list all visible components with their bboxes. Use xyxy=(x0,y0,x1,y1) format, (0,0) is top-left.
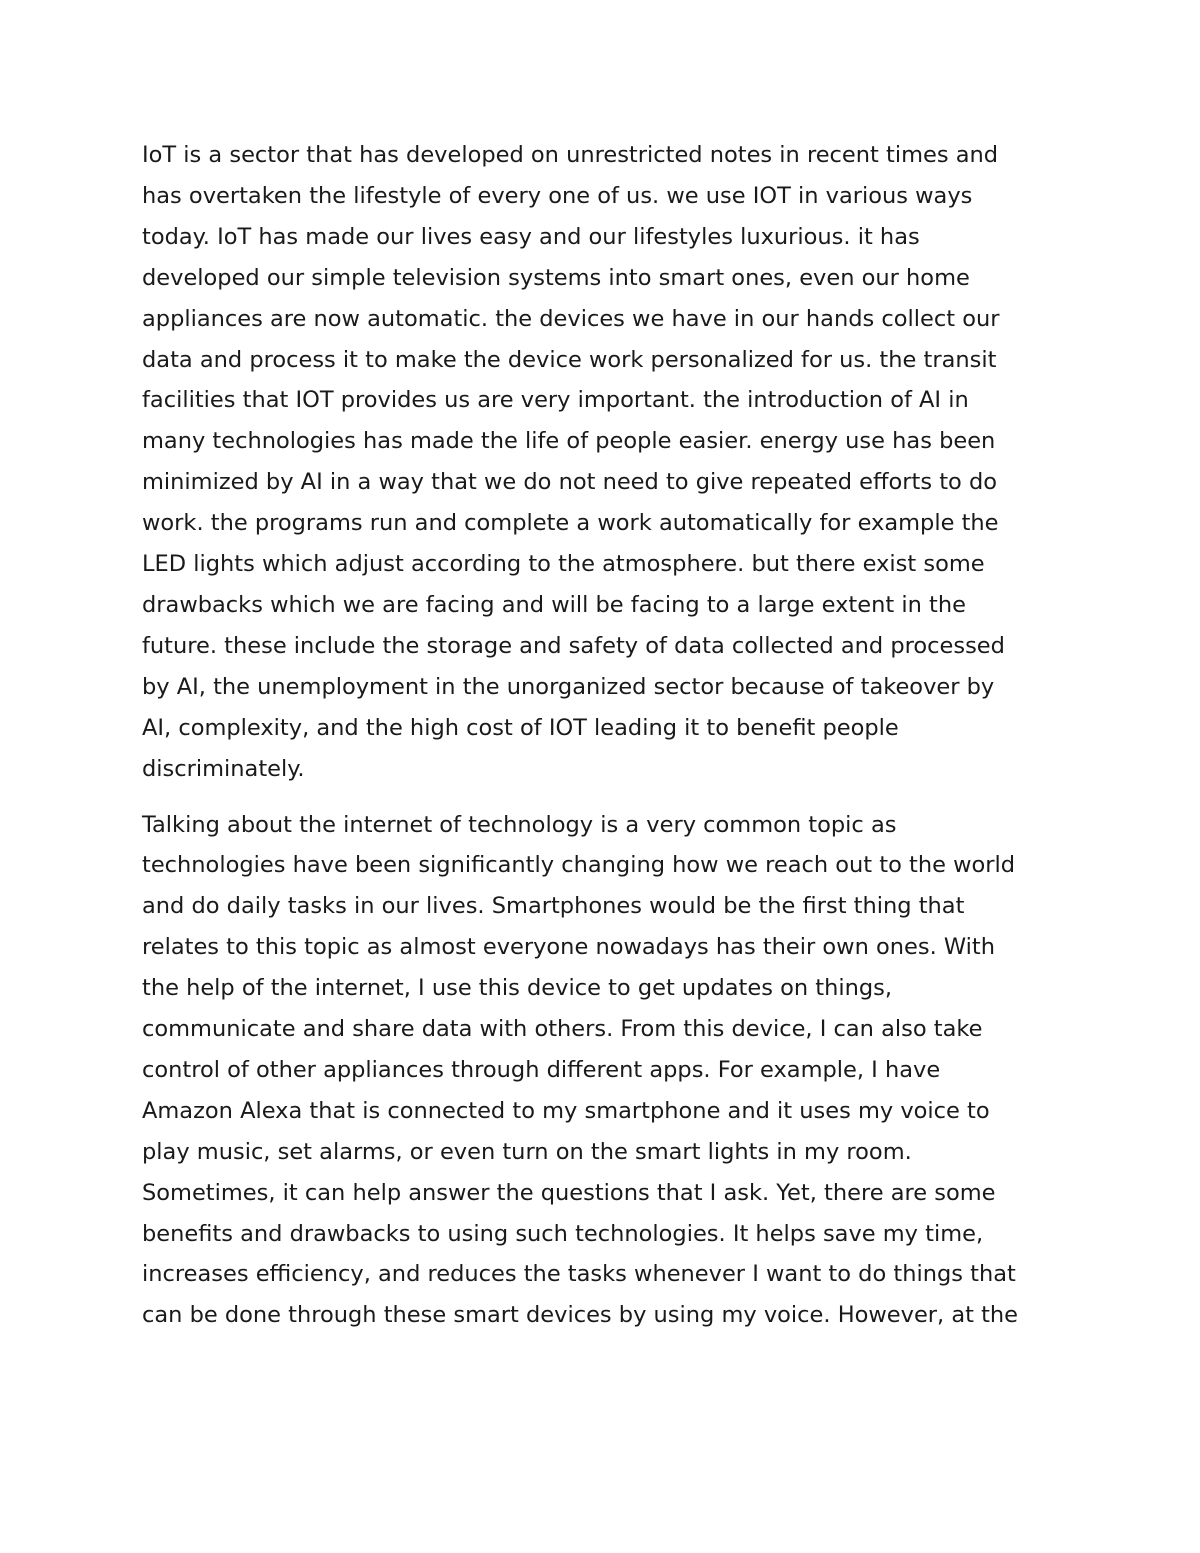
text-line: Amazon Alexa that is connected to my smartphone and it uses my voice to xyxy=(142,1097,990,1124)
text-line: and do daily tasks in our lives. Smartphones would be the first thing that xyxy=(142,893,965,920)
text-line: relates to this topic as almost everyone nowadays has their own ones. With xyxy=(142,934,995,961)
text-line: minimized by AI in a way that we do not need to give repeated efforts to do xyxy=(142,469,997,496)
text-line: Talking about the internet of technology is a very common topic as xyxy=(142,811,897,838)
text-line: technologies have been significantly changing how we reach out to the world xyxy=(142,852,1016,879)
text-line: has overtaken the lifestyle of every one of us. we use IOT in various ways xyxy=(142,182,973,209)
text-line: can be done through these smart devices by using my voice. However, at the xyxy=(142,1302,1019,1329)
document-body xyxy=(142,135,1082,1336)
text-line: IoT is a sector that has developed on unrestricted notes in recent times and xyxy=(142,142,999,168)
text-line: play music, set alarms, or even turn on the smart lights in my room. xyxy=(142,1138,912,1165)
text-line: many technologies has made the life of people easier. energy use has been xyxy=(142,428,996,455)
text-line: appliances are now automatic. the devices we have in our hands collect our xyxy=(142,305,1000,332)
paragraph-1 xyxy=(142,135,1082,790)
text-line: data and process it to make the device work personalized for us. the transit xyxy=(142,346,997,373)
paragraph-2 xyxy=(142,805,1082,1337)
text-line: increases efficiency, and reduces the tasks whenever I want to do things that xyxy=(142,1261,1016,1288)
text-line: discriminately. xyxy=(142,755,305,782)
text-line: drawbacks which we are facing and will be facing to a large extent in the xyxy=(142,591,966,618)
text-line: Sometimes, it can help answer the questions that I ask. Yet, there are some xyxy=(142,1179,996,1206)
text-line: LED lights which adjust according to the atmosphere. but there exist some xyxy=(142,551,985,578)
text-line: today. IoT has made our lives easy and our lifestyles luxurious. it has xyxy=(142,223,920,250)
text-line: control of other appliances through different apps. For example, I have xyxy=(142,1056,941,1083)
text-line: by AI, the unemployment in the unorganized sector because of takeover by xyxy=(142,673,995,700)
text-line: developed our simple television systems into smart ones, even our home xyxy=(142,264,970,291)
text-line: AI, complexity, and the high cost of IOT leading it to benefit people xyxy=(142,714,899,741)
text-line: facilities that IOT provides us are very important. the introduction of AI in xyxy=(142,387,969,414)
text-line: benefits and drawbacks to using such technologies. It helps save my time, xyxy=(142,1220,984,1247)
text-line: work. the programs run and complete a work automatically for example the xyxy=(142,510,999,537)
text-line: communicate and share data with others. From this device, I can also take xyxy=(142,1016,983,1043)
text-line: future. these include the storage and safety of data collected and processed xyxy=(142,632,1005,659)
text-line: the help of the internet, I use this device to get updates on things, xyxy=(142,975,892,1002)
